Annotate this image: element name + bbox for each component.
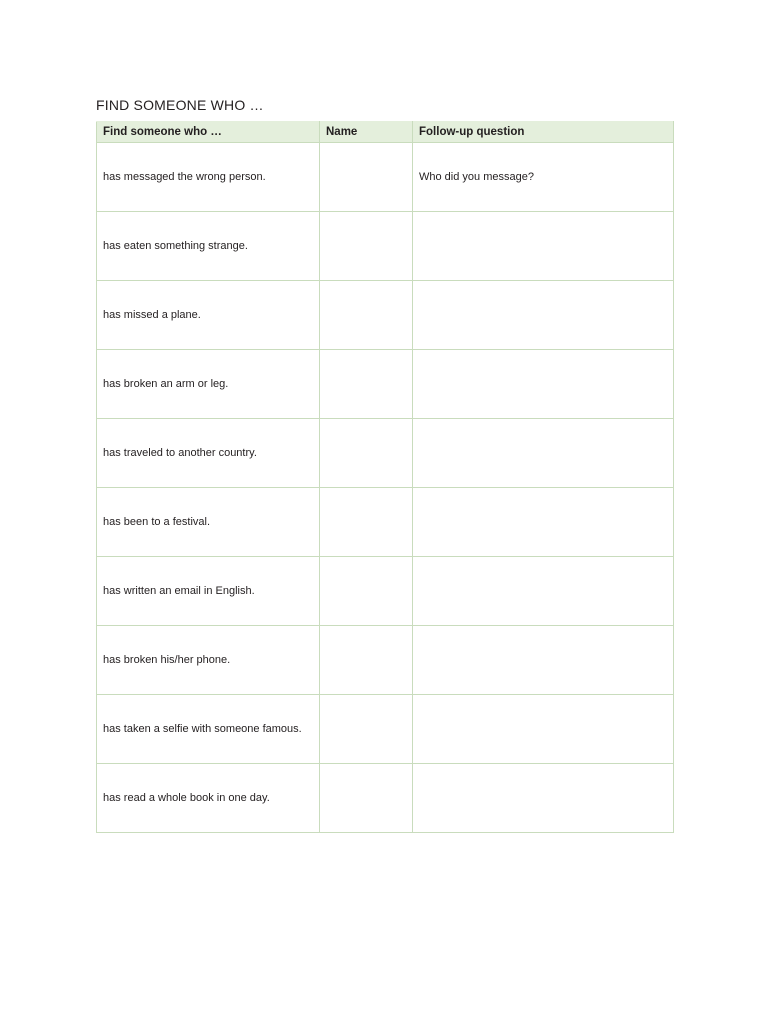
prompt-cell: has been to a festival.: [97, 488, 320, 557]
prompt-cell: has broken his/her phone.: [97, 626, 320, 695]
table-row: [97, 695, 674, 764]
followup-cell[interactable]: Who did you message?: [413, 143, 674, 212]
prompt-cell: has messaged the wrong person.: [97, 143, 320, 212]
table-row: [97, 557, 674, 626]
prompt-cell: has eaten something strange.: [97, 212, 320, 281]
prompt-cell: has written an email in English.: [97, 557, 320, 626]
header-follow-up-question: Follow-up question: [413, 122, 674, 143]
name-cell[interactable]: [320, 557, 413, 626]
followup-cell[interactable]: [413, 350, 674, 419]
header-name: Name: [320, 122, 413, 143]
name-cell[interactable]: [320, 626, 413, 695]
prompt-cell: has traveled to another country.: [97, 419, 320, 488]
prompt-cell: has missed a plane.: [97, 281, 320, 350]
name-cell[interactable]: [320, 212, 413, 281]
name-cell[interactable]: [320, 695, 413, 764]
followup-cell[interactable]: [413, 764, 674, 833]
prompt-cell: has broken an arm or leg.: [97, 350, 320, 419]
name-cell[interactable]: [320, 764, 413, 833]
followup-cell[interactable]: [413, 626, 674, 695]
followup-cell[interactable]: [413, 281, 674, 350]
name-cell[interactable]: [320, 281, 413, 350]
table-row: [97, 626, 674, 695]
name-cell[interactable]: [320, 350, 413, 419]
prompt-cell: has read a whole book in one day.: [97, 764, 320, 833]
table-row: [97, 143, 674, 212]
table-header-row: [97, 122, 674, 143]
table-row: [97, 419, 674, 488]
followup-cell[interactable]: [413, 212, 674, 281]
followup-cell[interactable]: [413, 488, 674, 557]
name-cell[interactable]: [320, 488, 413, 557]
followup-cell[interactable]: [413, 695, 674, 764]
table-row: [97, 488, 674, 557]
followup-cell[interactable]: [413, 557, 674, 626]
name-cell[interactable]: [320, 419, 413, 488]
table-row: [97, 764, 674, 833]
name-cell[interactable]: [320, 143, 413, 212]
prompt-cell: has taken a selfie with someone famous.: [97, 695, 320, 764]
page-title: FIND SOMEONE WHO …: [96, 97, 264, 113]
followup-cell[interactable]: [413, 419, 674, 488]
header-find-someone-who: Find someone who …: [97, 122, 320, 143]
table-row: [97, 350, 674, 419]
find-someone-table: [96, 121, 674, 833]
table-row: [97, 212, 674, 281]
table-row: [97, 281, 674, 350]
